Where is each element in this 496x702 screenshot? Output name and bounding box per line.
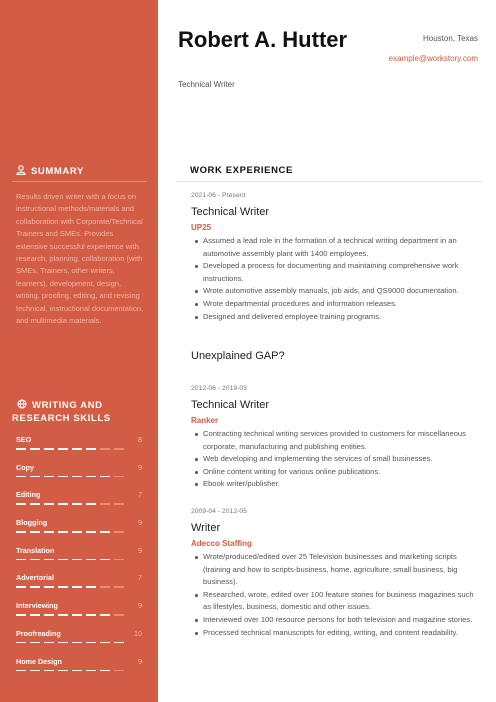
skill-level-bar	[16, 531, 142, 533]
skill-name: Editing	[16, 490, 41, 500]
summary-rule	[12, 181, 147, 182]
skill-row	[16, 655, 144, 683]
skill-level: 7	[138, 573, 142, 583]
skill-level: 10	[134, 628, 142, 638]
skill-level-dash	[100, 559, 110, 561]
sidebar	[0, 0, 158, 702]
job-bullets	[191, 428, 481, 491]
skill-level-dash	[114, 531, 124, 533]
summary-text: Results driven writer with a focus on instructional methods/materials and collaboration with Corporate/Technical Trainers and SMEs. Provides extensive successful experience with research, planning, collaboration (with SMEs, Trainers, other writers, learners), development, design, writing, proofing, editing, and revising technical, instructional documentation, and multimedia materials.	[16, 192, 144, 326]
skill-level-dash	[16, 670, 26, 672]
skill-level-dash	[16, 614, 26, 616]
skills-heading-label: WRITING AND RESEARCH SKILLS	[12, 400, 111, 424]
job-company: Adecco Staffing	[191, 539, 252, 548]
job-date: 2009-04 - 2012-05	[191, 508, 247, 515]
skill-level-dash	[30, 642, 40, 644]
skill-level-bar	[16, 586, 142, 588]
skill-level-dash	[86, 642, 96, 644]
skill-row	[16, 433, 144, 461]
skill-level-dash	[100, 448, 110, 450]
job-bullet: Interviewed over 100 resource persons for both television and magazine stories.	[191, 614, 481, 627]
skill-level-dash	[44, 476, 54, 478]
job-title: Writer	[191, 522, 221, 534]
job-entry	[191, 191, 481, 323]
job-bullet: Online content writing for various online publications.	[191, 466, 481, 479]
skill-level-dash	[30, 614, 40, 616]
skill-level: 9	[138, 462, 142, 472]
skills-list	[16, 433, 144, 682]
skill-level: 7	[138, 490, 142, 500]
skill-level-dash	[30, 448, 40, 450]
job-bullet: Wrote/produced/edited over 25 Television businesses and marketing scripts (training and how to scripts-business, home, agriculture, small business, big business).	[191, 551, 481, 589]
skill-row	[16, 571, 144, 599]
skill-level-dash	[72, 642, 82, 644]
job-bullet: Designed and delivered employee training programs.	[191, 311, 481, 324]
skill-level-dash	[58, 642, 68, 644]
contact-block	[389, 29, 478, 69]
skill-level-dash	[72, 559, 82, 561]
work-experience-heading: WORK EXPERIENCE	[190, 165, 293, 176]
skill-level-dash	[100, 614, 110, 616]
skill-level-dash	[30, 670, 40, 672]
skill-name: Interviewing	[16, 601, 58, 611]
skill-level-dash	[16, 642, 26, 644]
skill-level-dash	[114, 559, 124, 561]
job-date: 2012-06 - 2019-03	[191, 385, 247, 392]
job-title: Technical Writer	[191, 399, 270, 411]
skill-level-dash	[44, 531, 54, 533]
skill-level: 9	[138, 545, 142, 555]
skill-level-dash	[44, 448, 54, 450]
skill-name: SEO	[16, 435, 32, 444]
job-company: UP25	[191, 223, 212, 232]
skill-level-dash	[72, 614, 82, 616]
skill-level-dash	[72, 586, 82, 588]
globe-icon	[17, 399, 29, 413]
skill-level-dash	[58, 503, 68, 505]
skill-level-bar	[16, 614, 142, 616]
skill-level-dash	[86, 670, 96, 672]
skill-level-dash	[44, 670, 54, 672]
job-bullet: Wrote departmental procedures and information releases.	[191, 298, 481, 311]
job-company: Ranker	[191, 416, 219, 425]
skill-level-dash	[16, 503, 26, 505]
job-bullet: Ebook writer/publisher.	[191, 478, 481, 491]
skill-level-dash	[100, 670, 110, 672]
skill-level-dash	[58, 531, 68, 533]
skill-level-dash	[16, 476, 26, 478]
skill-row	[16, 627, 144, 655]
employment-gap-label: Unexplained GAP?	[191, 350, 285, 362]
job-entry	[191, 384, 481, 491]
skill-level-dash	[114, 476, 124, 478]
skill-level-dash	[58, 670, 68, 672]
skill-level-dash	[100, 531, 110, 533]
skill-name: Home Design	[16, 656, 62, 666]
skill-level-dash	[30, 476, 40, 478]
skill-level-bar	[16, 670, 142, 672]
skill-level-dash	[30, 586, 40, 588]
skill-level-dash	[16, 448, 26, 450]
skill-level-dash	[86, 503, 96, 505]
job-bullets	[191, 235, 481, 323]
job-bullet: Processed technical manuscripts for editing, writing, and content readability.	[191, 627, 481, 640]
skill-row	[16, 544, 144, 572]
skill-level-dash	[114, 503, 124, 505]
skill-level-bar	[16, 559, 142, 561]
skill-level-dash	[100, 503, 110, 505]
work-experience-rule	[177, 181, 482, 182]
skill-name: Copy	[16, 462, 34, 472]
skill-level-dash	[100, 642, 110, 644]
skill-level-dash	[44, 614, 54, 616]
candidate-name: Robert A. Hutter	[178, 27, 348, 52]
job-bullet: Contracting technical writing services provided to customers for miscellaneous corporate, manufacturing and publishing entities.	[191, 428, 481, 453]
summary-heading-label: SUMMARY	[31, 166, 84, 177]
skill-level-dash	[30, 503, 40, 505]
skill-level-dash	[86, 448, 96, 450]
skill-name: Advertorial	[16, 573, 54, 583]
skill-level-dash	[86, 559, 96, 561]
skill-level-dash	[44, 586, 54, 588]
skill-name: Proofreading	[16, 628, 61, 638]
skill-level-dash	[72, 670, 82, 672]
skill-level-dash	[100, 586, 110, 588]
skill-row	[16, 516, 144, 544]
summary-heading	[16, 165, 146, 179]
skill-level-dash	[58, 448, 68, 450]
skill-level-dash	[100, 476, 110, 478]
skill-level-dash	[114, 614, 124, 616]
skill-level-bar	[16, 503, 142, 505]
skill-level-dash	[58, 586, 68, 588]
job-title: Technical Writer	[191, 206, 270, 218]
skill-level-dash	[114, 642, 124, 644]
skill-level-dash	[72, 448, 82, 450]
location: Houston, Texas	[423, 34, 478, 43]
skill-level-bar	[16, 642, 142, 644]
email-link[interactable]: example@workstory.com	[388, 54, 478, 63]
skill-level-dash	[16, 559, 26, 561]
job-bullet: Developed a process for documenting and maintaining comprehensive work instructions.	[191, 260, 481, 285]
skill-level: 8	[138, 435, 142, 444]
skill-level-dash	[72, 531, 82, 533]
skill-level-dash	[58, 614, 68, 616]
skill-level-dash	[114, 586, 124, 588]
skill-level-dash	[58, 476, 68, 478]
skills-heading	[12, 399, 142, 425]
skill-level-dash	[86, 586, 96, 588]
skill-level-bar	[16, 448, 142, 450]
skill-level: 9	[138, 601, 142, 611]
skill-level-dash	[58, 559, 68, 561]
skill-name: Blogging	[16, 518, 48, 528]
skill-level-dash	[30, 531, 40, 533]
skill-row	[16, 488, 144, 516]
skill-level-dash	[86, 614, 96, 616]
skill-name: Translation	[16, 545, 55, 555]
user-icon	[16, 165, 28, 179]
skill-level-dash	[16, 586, 26, 588]
skill-row	[16, 599, 144, 627]
skill-level-bar	[16, 476, 142, 478]
skill-level-dash	[114, 448, 124, 450]
job-bullet: Assumed a lead role in the formation of a technical writing department in an automotive assembly plant with 1400 employees.	[191, 235, 481, 260]
job-entry	[191, 507, 481, 639]
skill-level-dash	[44, 642, 54, 644]
skill-level: 9	[138, 518, 142, 528]
skill-level-dash	[44, 503, 54, 505]
job-bullet: Web developing and implementing the services of small businesses.	[191, 453, 481, 466]
skill-level-dash	[72, 476, 82, 478]
skill-level-dash	[86, 531, 96, 533]
job-bullet: Wrote automotive assembly manuals, job aids, and QS9000 documentation.	[191, 285, 481, 298]
skill-level-dash	[16, 531, 26, 533]
skill-level: 9	[138, 656, 142, 666]
job-bullets	[191, 551, 481, 639]
skill-level-dash	[72, 503, 82, 505]
skill-level-dash	[44, 559, 54, 561]
candidate-title: Technical Writer	[178, 80, 235, 89]
skill-level-dash	[86, 476, 96, 478]
job-bullet: Researched, wrote, edited over 100 feature stories for business magazines such as lifestyles, business, domestic and other issues.	[191, 589, 481, 614]
skill-level-dash	[114, 670, 124, 672]
skill-level-dash	[30, 559, 40, 561]
job-date: 2021-06 - Present	[191, 192, 246, 199]
skill-row	[16, 461, 144, 489]
